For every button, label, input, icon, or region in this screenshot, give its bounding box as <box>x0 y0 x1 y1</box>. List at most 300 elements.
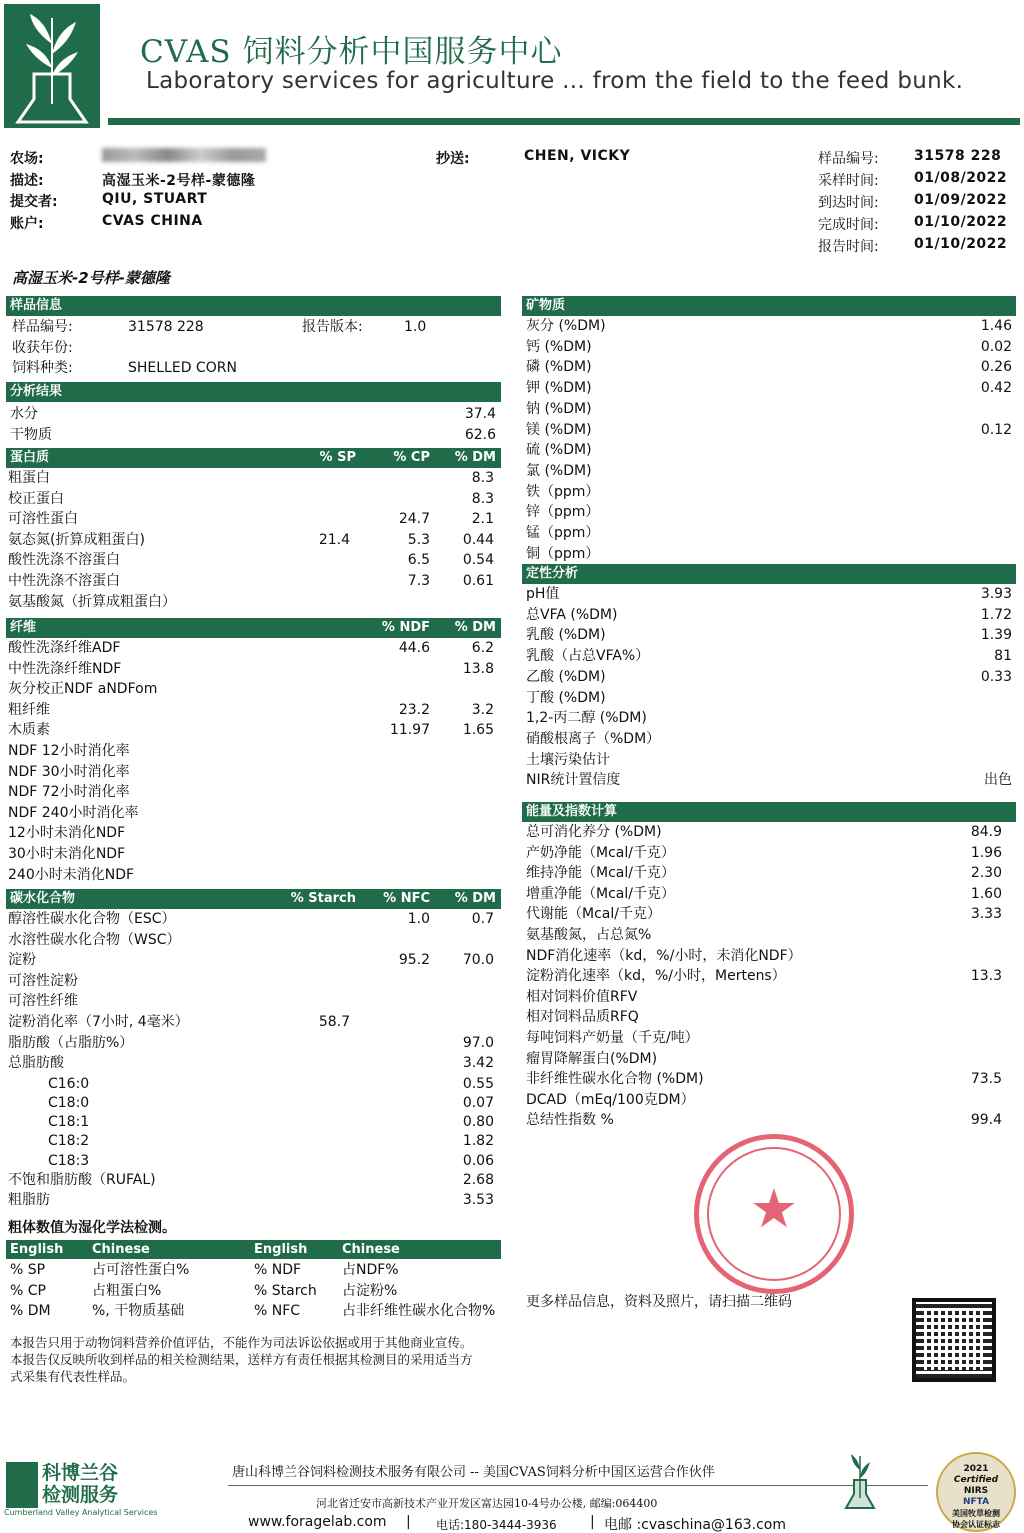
fatty-acid-row <box>48 1074 498 1094</box>
fiber-row <box>8 741 498 761</box>
protein-row <box>8 550 498 570</box>
company-seal <box>694 1134 854 1294</box>
fatty-acid-row-dm: 0.80 <box>462 1114 494 1131</box>
carbs-row-label: 淀粉消化率（7小时, 4毫米） <box>8 1014 189 1030</box>
footer-logo-icon <box>6 1462 38 1508</box>
energy-row-label: 维持净能（Mcal/千克） <box>526 865 675 882</box>
mineral-row-value: 0.42 <box>980 380 1012 397</box>
protein-row-dm: 8.3 <box>471 490 494 507</box>
energy-row <box>526 884 1016 904</box>
sample-info-header <box>6 296 501 316</box>
wet-chem-note: 粗体数值为湿化学法检测。 <box>8 1220 176 1236</box>
energy-row <box>526 904 1016 924</box>
cc-label: 抄送: <box>436 151 470 167</box>
protein-row <box>8 509 498 529</box>
fiber-row <box>8 782 498 802</box>
carbs-row <box>8 1033 498 1053</box>
footer-address: 河北省迁安市高新技术产业开发区富达园10-4号办公楼, 邮编:064400 <box>316 1497 658 1510</box>
fermentation-row <box>526 625 1016 645</box>
reported-value: 01/10/2022 <box>914 236 1008 252</box>
fermentation-row-value: 1.72 <box>980 606 1012 623</box>
footer-web[interactable]: www.foragelab.com <box>248 1514 387 1530</box>
energy-row <box>526 987 1016 1007</box>
energy-row <box>526 1110 1016 1130</box>
sample-id-label: 样品编号: <box>12 319 73 335</box>
protein-row-dm: 0.54 <box>462 552 494 569</box>
fiber-row-label: 中性洗涤纤维NDF <box>8 660 122 677</box>
fiber-row-dm: 1.65 <box>462 722 494 739</box>
energy-row <box>526 1007 1016 1027</box>
glossary-row <box>10 1301 500 1321</box>
badge-cn-1: 美国牧草检测 <box>952 1509 1000 1518</box>
badge-nfta: NFTA <box>962 1497 990 1507</box>
carbs-col-dm: % DM <box>454 891 496 906</box>
fiber-row <box>8 638 498 658</box>
fatty-acid-row <box>48 1112 498 1132</box>
account-label: 账户: <box>10 216 44 232</box>
badge-cn-2: 协会认证标志 <box>952 1520 1000 1529</box>
footer-company-line-2: 检测服务 <box>42 1484 119 1506</box>
protein-row-dm: 0.44 <box>462 531 494 548</box>
analysis-row-label: 干物质 <box>10 426 52 443</box>
fiber-row-label: NDF 12小时消化率 <box>8 743 130 759</box>
mineral-row-label: 钠 (%DM) <box>526 400 592 417</box>
protein-row-dm: 2.1 <box>471 511 494 528</box>
glossary-cell: % DM <box>10 1303 51 1319</box>
glossary-h3: Chinese <box>342 1242 400 1257</box>
glossary-h0: English <box>10 1242 64 1257</box>
mineral-row-label: 铁（ppm） <box>526 483 600 500</box>
protein-header <box>6 448 501 468</box>
footer-email[interactable]: 电邮 :cvaschina@163.com <box>604 1517 787 1533</box>
energy-row-label: 氨基酸氮，占总氮% <box>526 927 652 943</box>
mineral-row <box>526 337 1016 357</box>
fiber-row-label: NDF 30小时消化率 <box>8 763 130 780</box>
fiber-row <box>8 823 498 843</box>
energy-row-value: 84.9 <box>970 824 1002 840</box>
fiber-row-dm: 3.2 <box>471 701 494 718</box>
fiber-row-ndf: 44.6 <box>398 640 430 656</box>
carbs-row <box>8 991 498 1011</box>
mineral-row-value: 0.12 <box>980 421 1012 438</box>
carbs-row <box>8 930 498 950</box>
minerals-header <box>522 296 1016 316</box>
badge-year: 2021 <box>963 1464 989 1474</box>
footer-company-line-1: 科博兰谷 <box>42 1462 119 1484</box>
fatty-acid-row-dm: 1.82 <box>462 1133 494 1150</box>
energy-row-label: 增重净能（Mcal/千克） <box>526 885 675 902</box>
carbs-row-label: 总脂肪酸 <box>8 1055 64 1072</box>
glossary-cell: %, 干物质基础 <box>92 1303 185 1319</box>
carbs-row-nfc: 1.0 <box>407 911 430 927</box>
carbs-title: 碳水化合物 <box>10 891 76 906</box>
fermentation-row-label: pH值 <box>526 586 560 602</box>
energy-row-value: 13.3 <box>970 968 1002 985</box>
received-value: 01/09/2022 <box>914 192 1008 208</box>
glossary-header <box>6 1240 501 1259</box>
fiber-row-dm: 13.8 <box>462 660 494 677</box>
fiber-row <box>8 679 498 699</box>
fatty-acid-row-label: C16:0 <box>48 1075 90 1092</box>
energy-row-label: 产奶净能（Mcal/千克） <box>526 844 675 861</box>
protein-row <box>8 468 498 488</box>
carbs-col-nfc: % NFC <box>383 891 430 906</box>
fiber-row-label: 12小时未消化NDF <box>8 825 126 842</box>
protein-row-dm: 0.61 <box>462 573 494 589</box>
harvest-row <box>12 338 502 358</box>
fermentation-row-label: NIR统计置信度 <box>526 772 621 789</box>
carbs-col-starch: % Starch <box>290 891 356 906</box>
protein-row-cp: 24.7 <box>398 511 430 528</box>
qr-code[interactable] <box>912 1298 996 1382</box>
fermentation-row <box>526 750 1016 770</box>
fatty-acid-row-label: C18:0 <box>48 1095 90 1111</box>
cvas-logo <box>4 4 100 128</box>
carbs-row-dm: 70.0 <box>462 952 494 969</box>
fiber-row <box>8 762 498 782</box>
fiber-row-label: 240小时未消化NDF <box>8 866 135 883</box>
energy-row-label: 淀粉消化速率（kd，%/小时，Mertens） <box>526 968 786 985</box>
fiber-col-ndf: % NDF <box>381 620 430 635</box>
harvest-label: 收获年份: <box>12 340 73 356</box>
fermentation-title: 定性分析 <box>526 566 579 581</box>
fermentation-row-value: 1.39 <box>980 627 1012 644</box>
energy-row-label: 总可消化养分 (%DM) <box>526 824 662 840</box>
fiber-row <box>8 803 498 823</box>
carbs-row-label: 可溶性纤维 <box>8 993 78 1010</box>
footer-sep-2: | <box>590 1514 595 1530</box>
submitter-value: QIU, STUART <box>102 191 208 207</box>
fermentation-row <box>526 605 1016 625</box>
fat-row-label: 粗脂肪 <box>8 1191 50 1208</box>
mineral-row-label: 硫 (%DM) <box>526 442 592 459</box>
energy-title: 能量及指数计算 <box>526 804 618 819</box>
fermentation-row <box>526 770 1016 790</box>
disclaimer-line-2: 本报告仅反映所收到样品的相关检测结果，送样方有责任根据其检测目的采用适当方 <box>10 1352 473 1367</box>
fatty-acid-row-label: C18:2 <box>48 1133 90 1150</box>
energy-row-label: NDF消化速率（kd，%/小时，未消化NDF） <box>526 947 802 964</box>
footer-flask-icon <box>842 1450 878 1510</box>
fermentation-row <box>526 708 1016 728</box>
glossary-cell: % NDF <box>254 1262 302 1278</box>
energy-row <box>526 1069 1016 1089</box>
energy-row <box>526 1049 1016 1069</box>
version-value: 1.0 <box>404 319 427 335</box>
carbs-row <box>8 950 498 970</box>
energy-row-label: 瘤胃降解蛋白(%DM) <box>526 1050 658 1067</box>
footer-company-en: Cumberland Valley Analytical Services <box>4 1508 158 1517</box>
protein-row-dm: 8.3 <box>471 470 494 486</box>
mineral-row-label: 锌（ppm） <box>526 504 600 521</box>
protein-row-cp: 7.3 <box>407 573 430 589</box>
fermentation-header <box>522 564 1016 584</box>
cc-value: CHEN, VICKY <box>524 148 631 164</box>
energy-row <box>526 822 1016 842</box>
feed-row <box>12 358 502 378</box>
energy-row-label: 非纤维性碳水化合物 (%DM) <box>526 1071 704 1088</box>
sample-id-value: 31578 228 <box>128 319 204 335</box>
carbs-row-label: 醇溶性碳水化合物（ESC） <box>8 911 176 927</box>
carbs-row <box>8 909 498 929</box>
fiber-row-ndf: 23.2 <box>398 701 430 718</box>
glossary-cell: % Starch <box>254 1282 317 1299</box>
glossary-h2: English <box>254 1242 308 1257</box>
mineral-row <box>526 482 1016 502</box>
energy-row <box>526 1090 1016 1110</box>
mineral-row-label: 磷 (%DM) <box>526 359 592 376</box>
mineral-row-label: 灰分 (%DM) <box>526 318 606 334</box>
carbs-row <box>8 971 498 991</box>
badge-nirs: NIRS <box>963 1486 989 1496</box>
carbs-row-label: 淀粉 <box>8 952 36 969</box>
protein-row-label: 粗蛋白 <box>8 470 50 486</box>
fermentation-row <box>526 646 1016 666</box>
footer-partner: 唐山科博兰谷饲料检测技术服务有限公司 -- 美国CVAS饲料分析中国区运营合作伙伴 <box>232 1465 715 1480</box>
fermentation-row-label: 乳酸 (%DM) <box>526 627 606 644</box>
carbs-row-nfc: 95.2 <box>398 952 430 969</box>
submitter-label: 提交者: <box>10 194 58 210</box>
fatty-acid-row-label: C18:3 <box>48 1152 90 1169</box>
fiber-row <box>8 659 498 679</box>
mineral-row <box>526 316 1016 336</box>
protein-row <box>8 571 498 591</box>
fermentation-row-label: 1,2-丙二醇 (%DM) <box>526 710 647 727</box>
analysis-row-label: 水分 <box>10 406 38 422</box>
fiber-row <box>8 844 498 864</box>
mineral-row-label: 钾 (%DM) <box>526 380 592 397</box>
fermentation-row-value: 出色 <box>984 772 1012 789</box>
analysis-title: 分析结果 <box>10 384 63 399</box>
fermentation-row-label: 丁酸 (%DM) <box>526 689 606 706</box>
fiber-row <box>8 700 498 720</box>
feed-label: 饲料种类: <box>12 360 73 376</box>
energy-header <box>522 802 1016 822</box>
protein-row <box>8 489 498 509</box>
fiber-row-dm: 6.2 <box>471 640 494 656</box>
carbs-row-dm: 97.0 <box>462 1034 494 1051</box>
nfta-certification-badge <box>936 1452 1016 1532</box>
carbs-row-label: 水溶性碳水化合物（WSC） <box>8 931 181 948</box>
mineral-row <box>526 399 1016 419</box>
fermentation-row-label: 土壤污染估计 <box>526 751 610 768</box>
fiber-row-label: 灰分校正NDF aNDFom <box>8 681 158 698</box>
sample-no-value: 31578 228 <box>914 148 1002 164</box>
desc-value: 高湿玉米-2号样-蒙德隆 <box>102 173 256 189</box>
energy-row-label: 每吨饲料产奶量（千克/吨） <box>526 1030 699 1046</box>
energy-row-value: 3.33 <box>970 906 1002 923</box>
fat-row <box>8 1190 498 1210</box>
fermentation-row <box>526 584 1016 604</box>
fiber-row-label: NDF 240小时消化率 <box>8 804 139 821</box>
glossary-cell: 占非纤维性碳水化合物% <box>342 1303 496 1319</box>
fiber-row-label: 木质素 <box>8 722 50 739</box>
reported-label: 报告时间: <box>818 239 879 255</box>
completed-value: 01/10/2022 <box>914 214 1008 230</box>
header-subtitle: Laboratory services for agriculture ... from the field to the feed bunk. <box>146 68 964 94</box>
sample-id-row <box>12 317 502 337</box>
glossary-cell: 占可溶性蛋白% <box>92 1262 190 1278</box>
farm-label: 农场: <box>10 151 44 167</box>
protein-row-label: 可溶性蛋白 <box>8 511 78 528</box>
mineral-row-value: 1.46 <box>980 318 1012 334</box>
glossary-cell: 占淀粉% <box>342 1282 398 1299</box>
sampled-value: 01/08/2022 <box>914 170 1008 186</box>
fiber-title: 纤维 <box>10 620 37 635</box>
protein-row-label: 酸性洗涤不溶蛋白 <box>8 552 120 569</box>
mineral-row-label: 钙 (%DM) <box>526 338 592 355</box>
protein-title: 蛋白质 <box>10 450 50 465</box>
glossary-cell: % NFC <box>254 1303 301 1319</box>
fiber-row-label: 酸性洗涤纤维ADF <box>8 640 121 656</box>
fiber-row <box>8 865 498 885</box>
fatty-acid-row <box>48 1093 498 1113</box>
glossary-cell: 占NDF% <box>342 1262 399 1278</box>
energy-row-value: 99.4 <box>970 1112 1002 1129</box>
protein-row-cp: 6.5 <box>407 552 430 569</box>
energy-row-label: DCAD（mEq/100克DM） <box>526 1091 695 1108</box>
fermentation-row-label: 总VFA (%DM) <box>526 606 618 623</box>
energy-row-value: 73.5 <box>970 1071 1002 1088</box>
fermentation-row <box>526 667 1016 687</box>
energy-row-value: 1.60 <box>970 885 1002 902</box>
sample-info-title: 样品信息 <box>10 298 63 313</box>
fiber-col-dm: % DM <box>454 620 496 635</box>
farm-value-redacted <box>102 148 266 162</box>
mineral-row-label: 氯 (%DM) <box>526 462 592 479</box>
protein-row-label: 氨态氮(折算成粗蛋白) <box>8 531 145 548</box>
analysis-row <box>10 404 500 424</box>
mineral-row <box>526 461 1016 481</box>
energy-row <box>526 1028 1016 1048</box>
energy-row-label: 相对饲料价值RFV <box>526 988 638 1005</box>
disclaimer-line-1: 本报告只用于动物饲料营养价值评估，不能作为司法诉讼依据或用于其他商业宣传。 <box>10 1335 473 1350</box>
mineral-row-value: 0.02 <box>980 338 1012 355</box>
fermentation-row-label: 硝酸根离子（%DM） <box>526 730 661 747</box>
carbs-row-dm: 0.7 <box>471 911 494 927</box>
fatty-acid-row-dm: 0.55 <box>462 1075 494 1092</box>
carbs-row-dm: 3.42 <box>462 1055 494 1072</box>
fat-row-label: 不饱和脂肪酸（RUFAL) <box>8 1171 156 1188</box>
flask-plant-icon <box>4 4 100 128</box>
fermentation-row-value: 3.93 <box>980 586 1012 602</box>
footer-sep-1: | <box>406 1514 411 1530</box>
completed-label: 完成时间: <box>818 217 879 233</box>
protein-row-sp: 21.4 <box>318 531 350 548</box>
fat-row-dm: 3.53 <box>462 1191 494 1208</box>
glossary-h1: Chinese <box>92 1242 150 1257</box>
desc-label: 描述: <box>10 173 44 189</box>
energy-row-label: 相对饲料品质RFQ <box>526 1009 639 1026</box>
fermentation-row-value: 81 <box>994 648 1012 665</box>
energy-row <box>526 946 1016 966</box>
mineral-row <box>526 357 1016 377</box>
fatty-acid-row-dm: 0.07 <box>462 1095 494 1111</box>
mineral-row <box>526 544 1016 564</box>
fermentation-row-label: 乳酸（占总VFA%） <box>526 648 650 665</box>
footer-divider <box>228 1485 928 1486</box>
feed-value: SHELLED CORN <box>128 360 237 376</box>
protein-row <box>8 530 498 550</box>
disclaimer <box>10 1334 510 1385</box>
seal-star-icon: ★ <box>749 1177 799 1240</box>
fermentation-row <box>526 729 1016 749</box>
mineral-row <box>526 440 1016 460</box>
fatty-acid-row-dm: 0.06 <box>462 1152 494 1169</box>
fiber-row-label: NDF 72小时消化率 <box>8 784 130 801</box>
analysis-header <box>6 382 501 402</box>
mineral-row <box>526 420 1016 440</box>
protein-col-sp: % SP <box>319 450 356 465</box>
protein-row <box>8 592 498 612</box>
fiber-row-label: 30小时未消化NDF <box>8 846 126 862</box>
fatty-acid-row <box>48 1131 498 1151</box>
version-label: 报告版本: <box>302 319 363 335</box>
fatty-acid-row <box>48 1151 498 1171</box>
energy-row <box>526 966 1016 986</box>
analysis-row-value: 62.6 <box>464 426 496 443</box>
protein-col-cp: % CP <box>393 450 430 465</box>
protein-row-label: 氨基酸氮（折算成粗蛋白） <box>8 593 176 610</box>
fatty-acid-row-label: C18:1 <box>48 1114 90 1131</box>
protein-row-cp: 5.3 <box>407 531 430 548</box>
fat-row-dm: 2.68 <box>462 1171 494 1188</box>
fermentation-row-value: 0.33 <box>980 668 1012 685</box>
disclaimer-line-3: 式采集有代表性样品。 <box>10 1369 136 1384</box>
badge-certified: Certified <box>953 1475 999 1485</box>
glossary-cell: 占粗蛋白% <box>92 1282 162 1299</box>
footer-company <box>42 1462 118 1506</box>
carbs-row-label: 脂肪酸（占脂肪%） <box>8 1034 134 1051</box>
energy-row <box>526 863 1016 883</box>
mineral-row <box>526 502 1016 522</box>
header-rule <box>108 118 1020 125</box>
protein-col-dm: % DM <box>454 450 496 465</box>
glossary-cell: % SP <box>10 1262 46 1278</box>
qr-note: 更多样品信息，资料及照片，请扫描二维码 <box>526 1294 792 1310</box>
fiber-header <box>6 618 501 638</box>
mineral-row-label: 镁 (%DM) <box>526 421 592 438</box>
glossary-row <box>10 1260 500 1280</box>
analysis-row <box>10 425 500 445</box>
energy-row-value: 1.96 <box>970 844 1002 861</box>
analysis-row-value: 37.4 <box>464 406 496 422</box>
footer-phone: 电话:180-3444-3936 <box>436 1518 557 1532</box>
fermentation-row <box>526 688 1016 708</box>
protein-row-label: 中性洗涤不溶蛋白 <box>8 573 120 589</box>
mineral-row-value: 0.26 <box>980 359 1012 376</box>
carbs-header <box>6 889 501 909</box>
protein-row-label: 校正蛋白 <box>8 490 64 507</box>
mineral-row <box>526 523 1016 543</box>
account-value: CVAS CHINA <box>102 213 203 229</box>
energy-row-label: 总结性指数 % <box>526 1112 614 1129</box>
mineral-row-label: 铜（ppm） <box>526 545 600 562</box>
header-title: CVAS 饲料分析中国服务中心 <box>140 34 563 70</box>
fermentation-row-label: 乙酸 (%DM) <box>526 668 606 685</box>
energy-row <box>526 843 1016 863</box>
carbs-row-starch: 58.7 <box>318 1014 350 1030</box>
received-label: 到达时间: <box>818 195 879 211</box>
glossary-cell: % CP <box>10 1282 46 1299</box>
mineral-row-label: 锰（ppm） <box>526 525 600 541</box>
fiber-row-label: 粗纤维 <box>8 701 50 718</box>
carbs-row-label: 可溶性淀粉 <box>8 972 78 989</box>
minerals-title: 矿物质 <box>526 298 566 313</box>
report-subject: 高湿玉米-2号样-蒙德隆 <box>12 269 170 287</box>
energy-row-label: 代谢能（Mcal/千克） <box>526 906 661 923</box>
sample-no-label: 样品编号: <box>818 151 879 167</box>
fiber-row <box>8 720 498 740</box>
